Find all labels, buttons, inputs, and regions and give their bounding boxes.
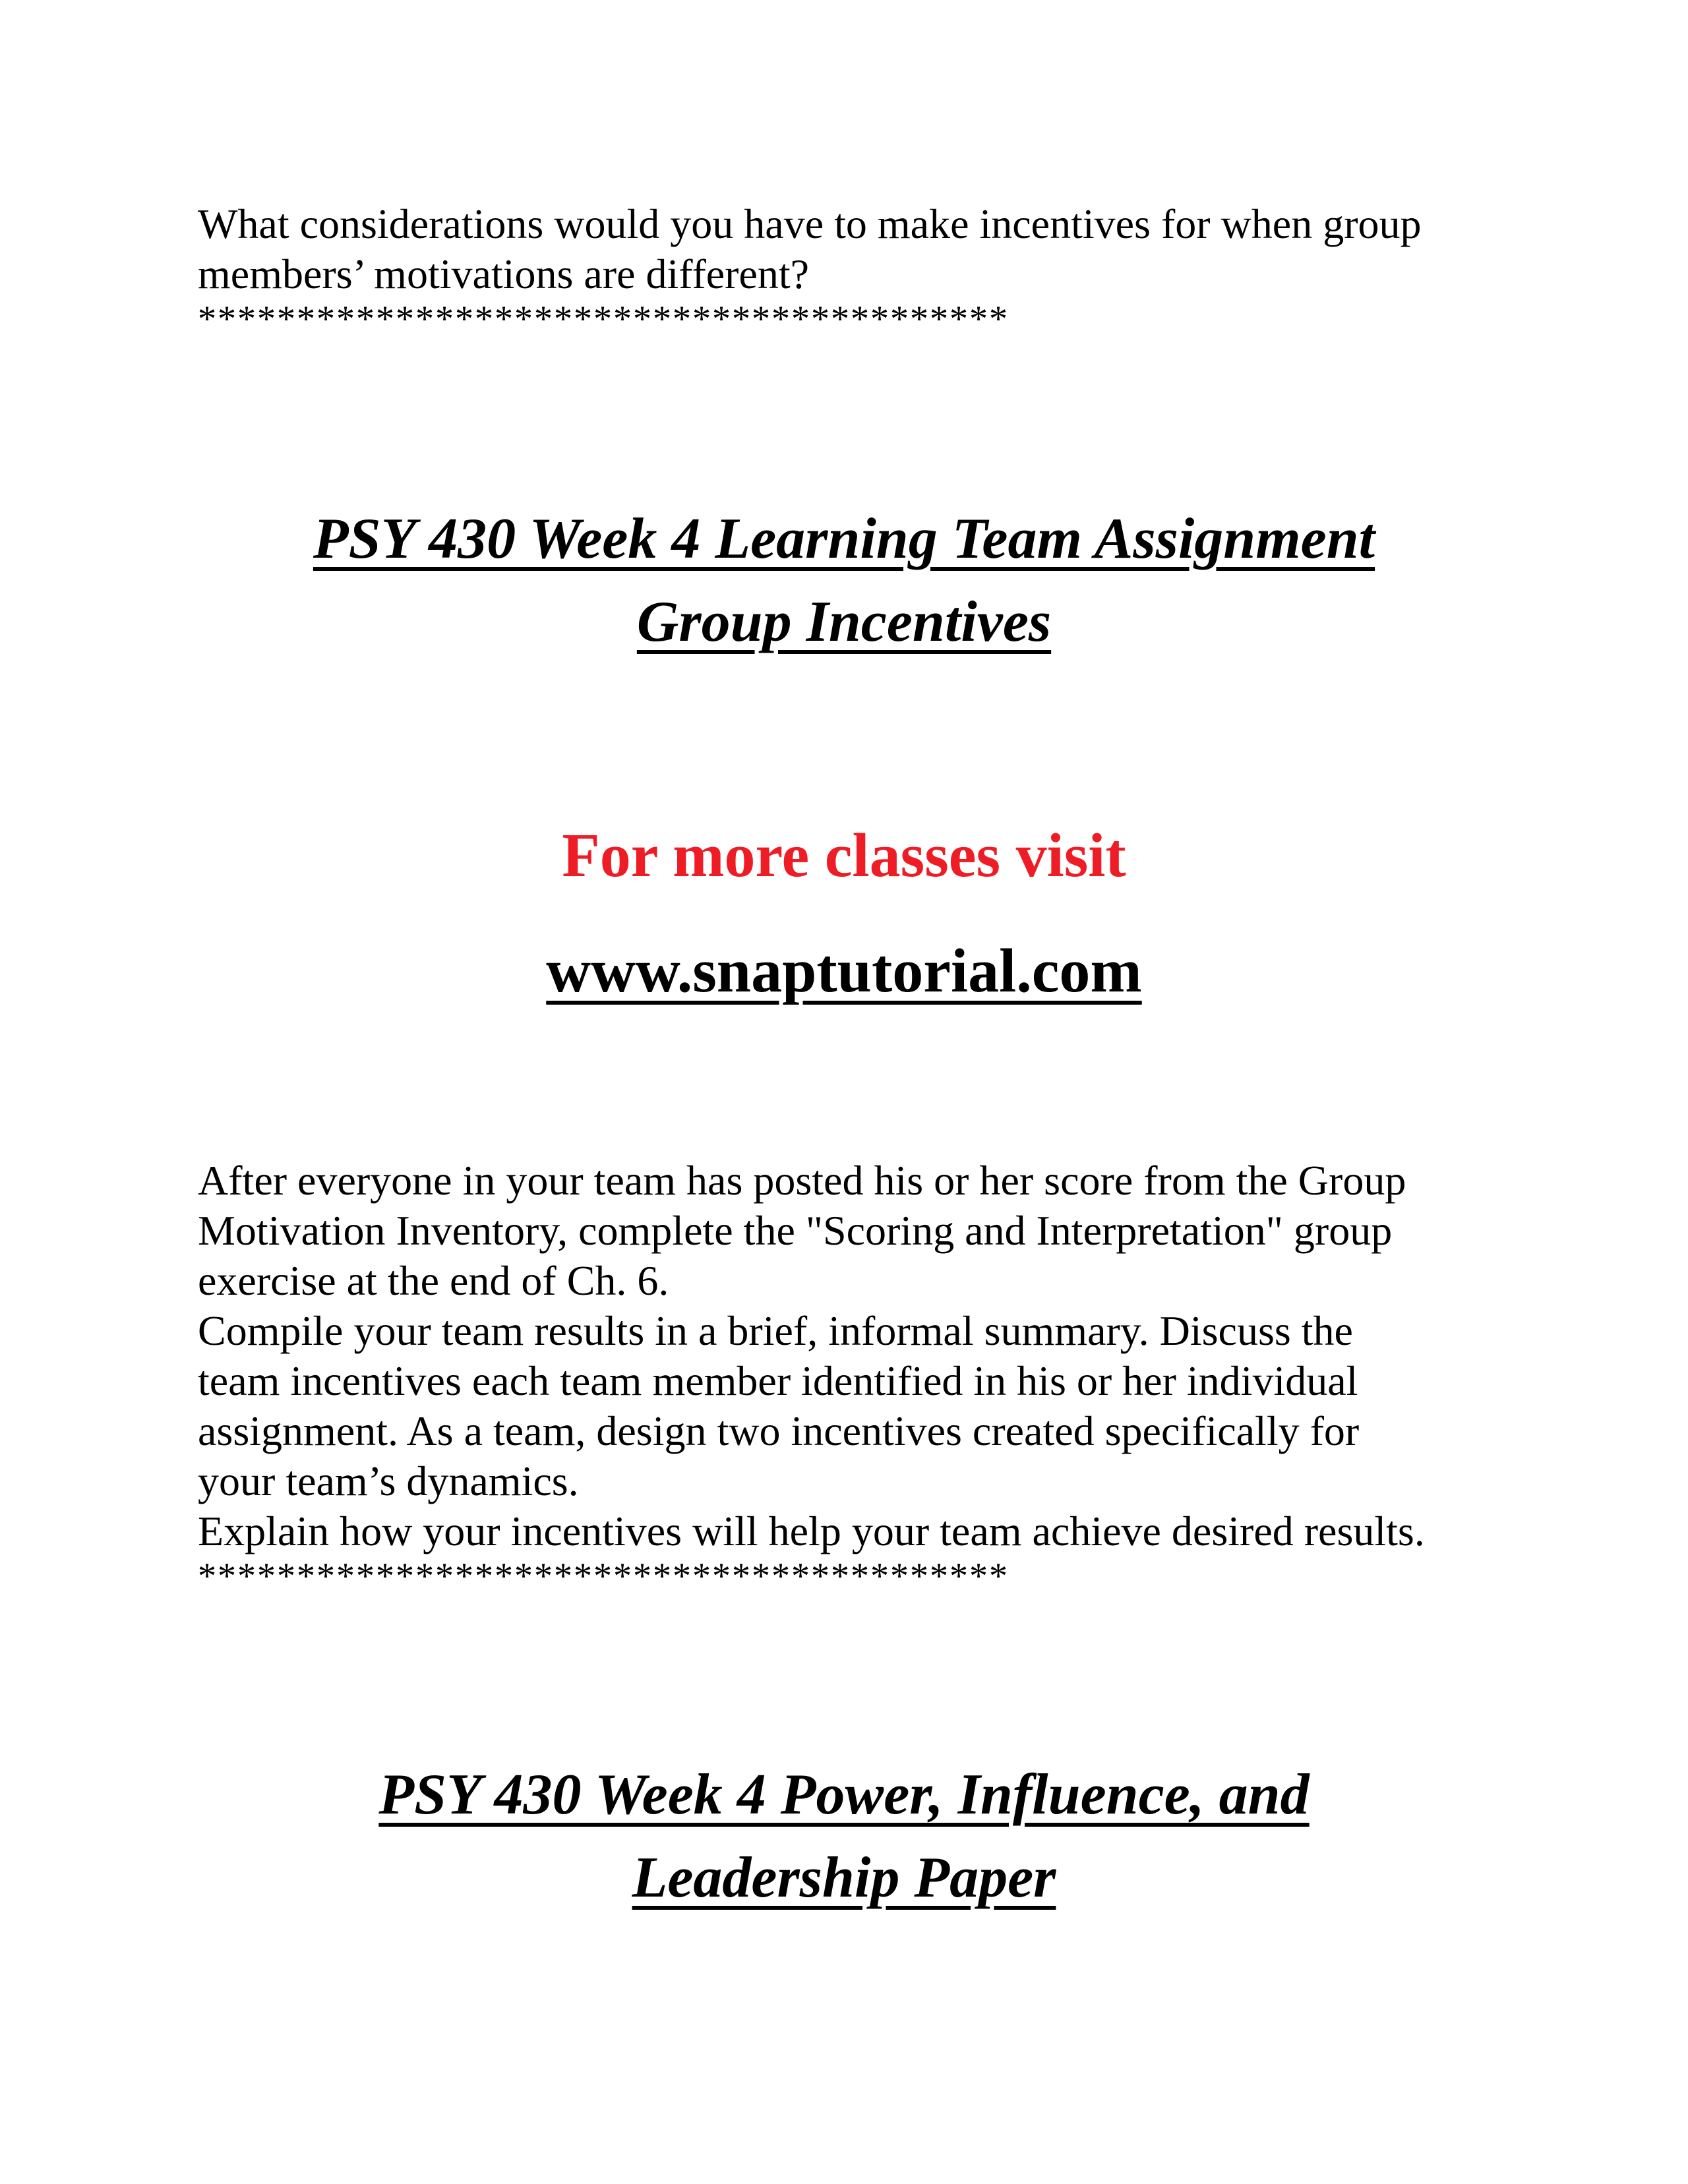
assignment-description bbox=[198, 1156, 1517, 1596]
body-line: Motivation Inventory, complete the "Scoring and Interpretation" group bbox=[198, 1207, 1393, 1254]
body-line: Explain how your incentives will help your team achieve desired results. bbox=[198, 1508, 1425, 1554]
intro-line: What considerations would you have to make incentives for when group bbox=[198, 200, 1422, 247]
heading-line: Leadership Paper bbox=[632, 1846, 1056, 1910]
body-line: exercise at the end of Ch. 6. bbox=[198, 1257, 669, 1304]
promo-link-container bbox=[0, 935, 1688, 1007]
heading-power-influence-leadership bbox=[0, 1754, 1688, 1920]
intro-question bbox=[198, 199, 1517, 339]
heading-line: Group Incentives bbox=[636, 590, 1052, 654]
heading-learning-team-assignment bbox=[0, 498, 1688, 664]
intro-line: members’ motivations are different? bbox=[198, 251, 810, 297]
heading-line: PSY 430 Week 4 Learning Team Assignment bbox=[313, 507, 1375, 571]
body-line: Compile your team results in a brief, informal summary. Discuss the bbox=[198, 1307, 1353, 1354]
body-line: team incentives each team member identified in his or her individual bbox=[198, 1357, 1358, 1404]
body-line: After everyone in your team has posted his or her score from the Group bbox=[198, 1157, 1406, 1204]
heading-line: PSY 430 Week 4 Power, Influence, and bbox=[378, 1763, 1310, 1827]
separator-stars: ***************************************** bbox=[198, 299, 1009, 339]
promo-text: For more classes visit bbox=[562, 821, 1126, 890]
separator-stars: ***************************************** bbox=[198, 1556, 1009, 1597]
body-line: your team’s dynamics. bbox=[198, 1458, 579, 1504]
snaptutorial-link[interactable]: www.snaptutorial.com bbox=[546, 937, 1142, 1005]
body-line: assignment. As a team, design two incentives created specifically for bbox=[198, 1407, 1360, 1454]
